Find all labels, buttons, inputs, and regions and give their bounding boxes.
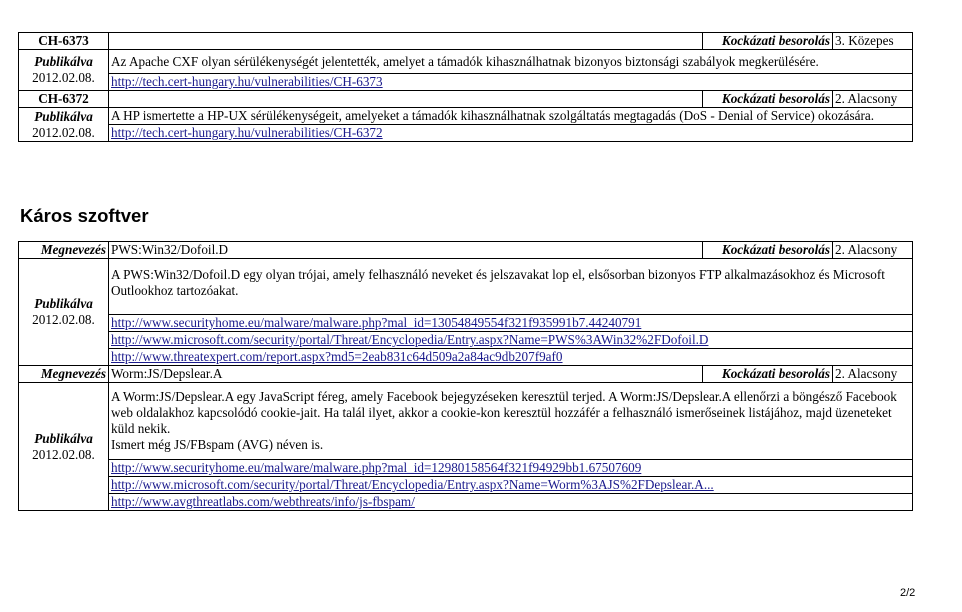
malware-table	[18, 241, 913, 511]
malware-name: PWS:Win32/Dofoil.D	[109, 242, 703, 259]
published-label: Publikálva	[34, 108, 93, 124]
published-cell	[19, 383, 109, 511]
vulnerability-table	[18, 32, 913, 142]
malware-description: A PWS:Win32/Dofoil.D egy olyan trójai, amely felhasználó neveket és jelszavakat lop el, elsősorban bizonyos FTP alkalmazásokhoz és Microsoft Outlookhoz tartozóakat.	[109, 259, 913, 315]
vuln-id: CH-6373	[19, 33, 109, 50]
risk-label: Kockázati besorolás	[703, 33, 833, 50]
published-label: Publikálva	[34, 296, 93, 311]
published-date: 2012.02.08.	[32, 124, 95, 140]
malware-link[interactable]: http://www.threatexpert.com/report.aspx?md5=2eab831c64d509a2a84ac9db207f9af0	[111, 349, 563, 364]
risk-value: 2. Alacsony	[833, 91, 913, 108]
section-heading: Káros szoftver	[20, 205, 149, 226]
malware-description: A Worm:JS/Depslear.A egy JavaScript féreg, amely Facebook bejegyzéseken keresztül terjed. A Worm:JS/Depslear.A ellenőrzi a böngésző Facebook web oldalakhoz kapcsolódó cookie-jait. Ha talál ilyet, akkor a cookie-kon keresztül hozzáfér a felhasználó ismerőseinek listájához, majd üzeneteket küld nekik. Ismert még JS/FBspam (AVG) néven is.	[109, 383, 913, 460]
risk-label: Kockázati besorolás	[703, 366, 833, 383]
vuln-link[interactable]: http://tech.cert-hungary.hu/vulnerabilities/CH-6372	[111, 125, 383, 140]
malware-link[interactable]: http://www.securityhome.eu/malware/malware.php?mal_id=12980158564f321f94929bb1.67507609	[111, 460, 642, 475]
malware-link[interactable]: http://www.microsoft.com/security/portal/Threat/Encyclopedia/Entry.aspx?Name=PWS%3AWin32%2FDofoil.D	[111, 332, 709, 347]
published-date: 2012.02.08.	[32, 70, 95, 85]
page-number: 2/2	[900, 587, 916, 599]
vuln-header-row	[19, 33, 913, 50]
risk-value: 2. Alacsony	[833, 366, 913, 383]
malware-link[interactable]: http://www.microsoft.com/security/portal/Threat/Encyclopedia/Entry.aspx?Name=Worm%3AJS%2FDepslear.A...	[111, 477, 714, 492]
name-label: Megnevezés	[19, 242, 109, 259]
risk-value: 3. Közepes	[833, 33, 913, 50]
malware-link[interactable]: http://www.avgthreatlabs.com/webthreats/info/js-fbspam/	[111, 494, 415, 509]
malware-header-row	[19, 242, 913, 259]
published-date: 2012.02.08.	[32, 312, 95, 327]
risk-label: Kockázati besorolás	[703, 242, 833, 259]
name-label: Megnevezés	[19, 366, 109, 383]
vuln-link[interactable]: http://tech.cert-hungary.hu/vulnerabilities/CH-6373	[111, 74, 383, 89]
published-date: 2012.02.08.	[32, 446, 95, 462]
published-label: Publikálva	[34, 430, 93, 446]
malware-name: Worm:JS/Depslear.A	[109, 366, 703, 383]
malware-link[interactable]: http://www.securityhome.eu/malware/malware.php?mal_id=13054849554f321f935991b7.44240791	[111, 315, 642, 330]
published-cell	[19, 259, 109, 366]
vuln-id: CH-6372	[19, 91, 109, 108]
vuln-description: Az Apache CXF olyan sérülékenységét jelentették, amelyet a támadók kihasználhatnak bizonyos biztonsági szabályok megkerülésére.	[109, 50, 913, 74]
published-cell	[19, 108, 109, 142]
published-cell	[19, 50, 109, 91]
published-label: Publikálva	[34, 54, 93, 69]
vuln-header-row	[19, 91, 913, 108]
vuln-description: A HP ismertette a HP-UX sérülékenységeit, amelyeket a támadók kihasználhatnak szolgáltatás megtagadás (DoS - Denial of Service) okozására.	[109, 108, 913, 125]
risk-value: 2. Alacsony	[833, 242, 913, 259]
malware-header-row	[19, 366, 913, 383]
risk-label: Kockázati besorolás	[703, 91, 833, 108]
